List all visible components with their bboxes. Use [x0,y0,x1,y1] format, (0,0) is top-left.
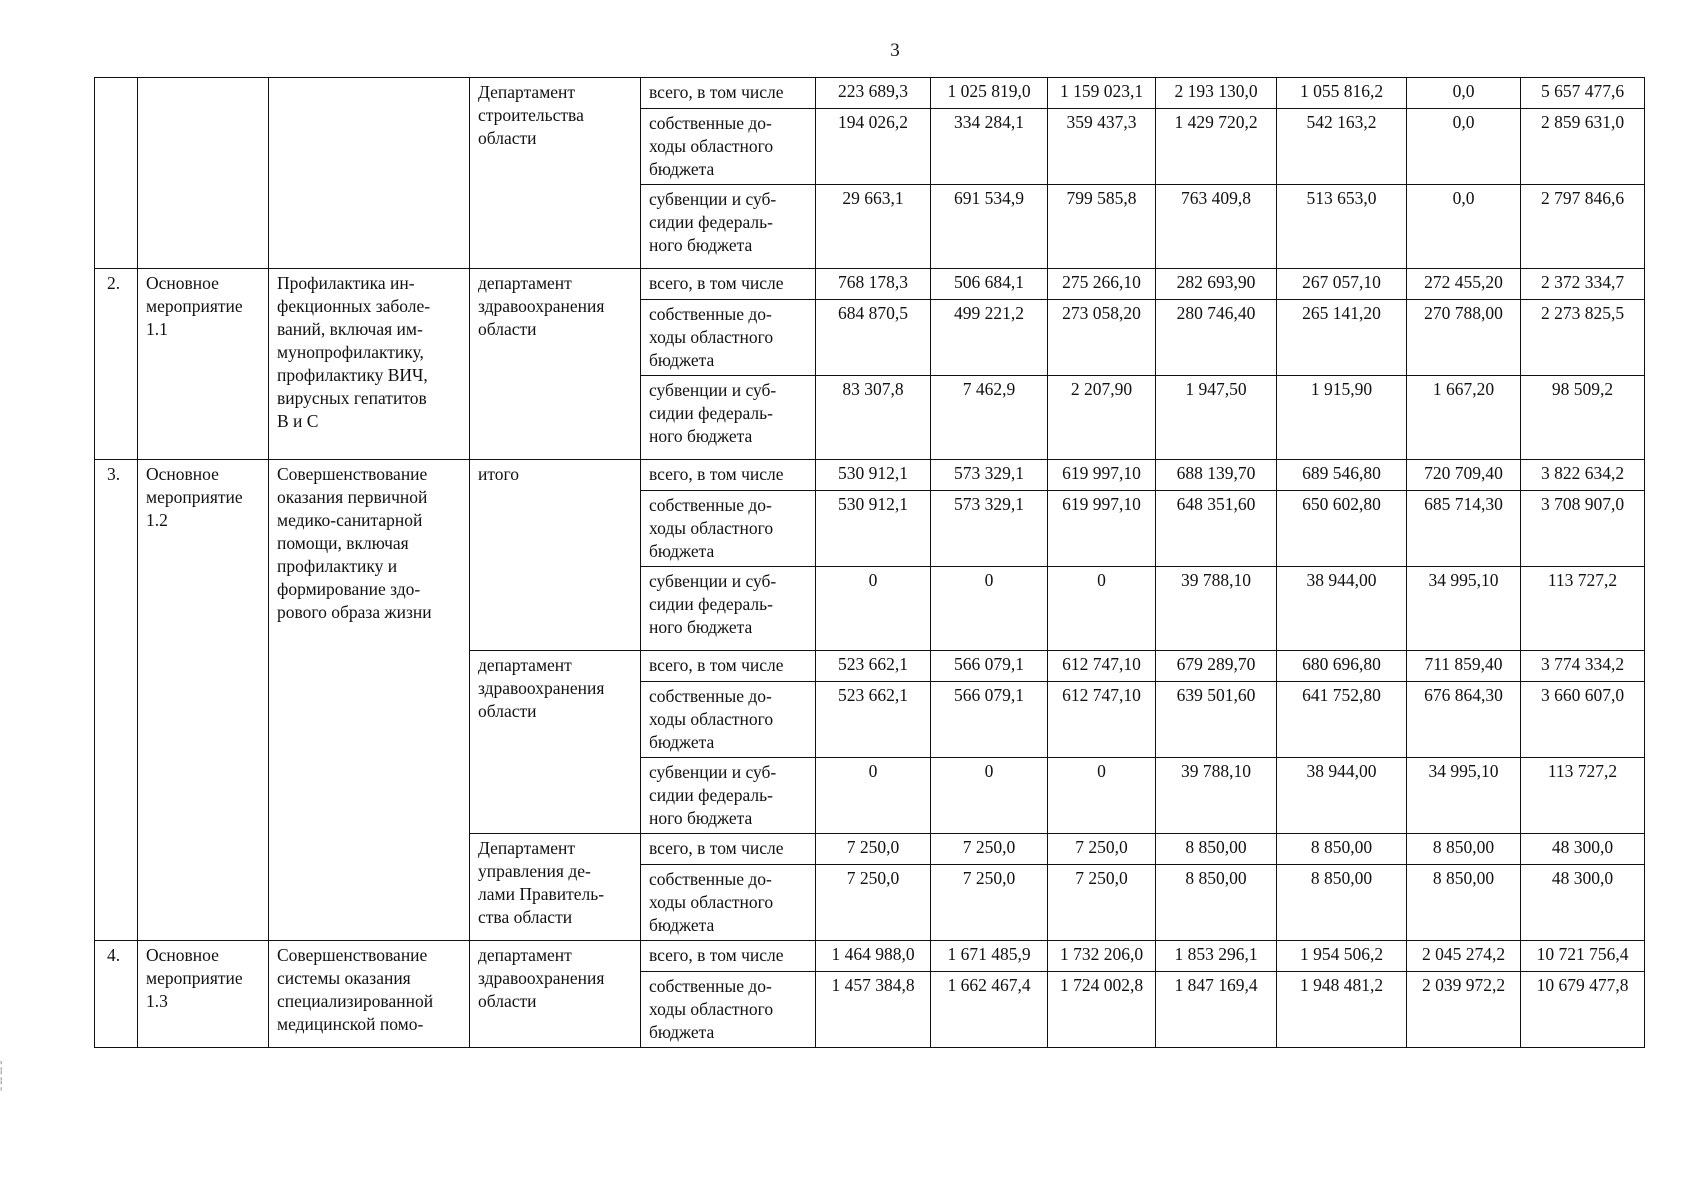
table-body [95,78,1645,1048]
year-value-cell: 711 859,40 [1407,651,1521,682]
total-value-cell: 113 727,2 [1521,567,1645,651]
event-name-cell [269,78,470,269]
year-value-cell: 0 [1048,758,1156,834]
total-value-cell: 98 509,2 [1521,376,1645,460]
year-value-cell: 1 667,20 [1407,376,1521,460]
year-value-cell: 29 663,1 [816,185,931,269]
funding-source-cell: собственные до- ходы областного бюджета [641,682,816,758]
funding-source-cell: собственные до- ходы областного бюджета [641,972,816,1048]
year-value-cell: 7 250,0 [1048,834,1156,865]
total-value-cell: 10 721 756,4 [1521,941,1645,972]
year-value-cell: 273 058,20 [1048,300,1156,376]
year-value-cell: 280 746,40 [1156,300,1277,376]
year-value-cell: 1 457 384,8 [816,972,931,1048]
funding-source-cell: собственные до- ходы областного бюджета [641,109,816,185]
year-value-cell: 768 178,3 [816,269,931,300]
year-value-cell: 573 329,1 [931,491,1048,567]
table-row [95,460,1645,491]
year-value-cell: 684 870,5 [816,300,931,376]
row-number-cell: 3. [95,460,138,941]
total-value-cell: 113 727,2 [1521,758,1645,834]
year-value-cell: 685 714,30 [1407,491,1521,567]
year-value-cell: 359 437,3 [1048,109,1156,185]
executor-cell: Департамент управления де- лами Правитель- ства области [470,834,641,941]
year-value-cell: 0 [931,567,1048,651]
year-value-cell: 1 853 296,1 [1156,941,1277,972]
funding-source-cell: субвенции и суб- сидии федераль- ного бюджета [641,376,816,460]
total-value-cell: 48 300,0 [1521,865,1645,941]
total-value-cell: 3 708 907,0 [1521,491,1645,567]
year-value-cell: 680 696,80 [1277,651,1407,682]
total-value-cell: 10 679 477,8 [1521,972,1645,1048]
total-value-cell: 2 273 825,5 [1521,300,1645,376]
total-value-cell: 2 797 846,6 [1521,185,1645,269]
year-value-cell: 334 284,1 [931,109,1048,185]
year-value-cell: 1 055 816,2 [1277,78,1407,109]
year-value-cell: 1 025 819,0 [931,78,1048,109]
year-value-cell: 282 693,90 [1156,269,1277,300]
year-value-cell: 1 948 481,2 [1277,972,1407,1048]
year-value-cell: 573 329,1 [931,460,1048,491]
table-row [95,269,1645,300]
year-value-cell: 530 912,1 [816,491,931,567]
event-code-cell: Основное мероприятие 1.1 [138,269,269,460]
year-value-cell: 619 997,10 [1048,460,1156,491]
year-value-cell: 2 039 972,2 [1407,972,1521,1048]
year-value-cell: 1 732 206,0 [1048,941,1156,972]
year-value-cell: 34 995,10 [1407,567,1521,651]
year-value-cell: 648 351,60 [1156,491,1277,567]
funding-source-cell: всего, в том числе [641,269,816,300]
total-value-cell: 3 774 334,2 [1521,651,1645,682]
year-value-cell: 2 045 274,2 [1407,941,1521,972]
table-row [95,941,1645,972]
year-value-cell: 267 057,10 [1277,269,1407,300]
year-value-cell: 1 915,90 [1277,376,1407,460]
year-value-cell: 523 662,1 [816,651,931,682]
year-value-cell: 7 250,0 [1048,865,1156,941]
year-value-cell: 275 266,10 [1048,269,1156,300]
year-value-cell: 1 464 988,0 [816,941,931,972]
year-value-cell: 799 585,8 [1048,185,1156,269]
budget-table [94,77,1645,1048]
year-value-cell: 513 653,0 [1277,185,1407,269]
year-value-cell: 223 689,3 [816,78,931,109]
year-value-cell: 1 429 720,2 [1156,109,1277,185]
year-value-cell: 38 944,00 [1277,758,1407,834]
year-value-cell: 688 139,70 [1156,460,1277,491]
total-value-cell: 3 660 607,0 [1521,682,1645,758]
year-value-cell: 1 662 467,4 [931,972,1048,1048]
total-value-cell: 5 657 477,6 [1521,78,1645,109]
row-number-cell: 2. [95,269,138,460]
executor-cell: итого [470,460,641,651]
year-value-cell: 720 709,40 [1407,460,1521,491]
year-value-cell: 38 944,00 [1277,567,1407,651]
year-value-cell: 0,0 [1407,185,1521,269]
year-value-cell: 34 995,10 [1407,758,1521,834]
year-value-cell: 0 [1048,567,1156,651]
event-name-cell: Профилактика ин- фекционных заболе- ваний, включая им- мунопрофилактику, профилактику ВИЧ, вирусных гепатитов В и С [269,269,470,460]
year-value-cell: 676 864,30 [1407,682,1521,758]
year-value-cell: 1 724 002,8 [1048,972,1156,1048]
year-value-cell: 2 207,90 [1048,376,1156,460]
year-value-cell: 7 250,0 [816,834,931,865]
year-value-cell: 8 850,00 [1156,834,1277,865]
year-value-cell: 566 079,1 [931,682,1048,758]
table-row [95,78,1645,109]
event-code-cell [138,78,269,269]
year-value-cell: 8 850,00 [1407,834,1521,865]
year-value-cell: 1 847 169,4 [1156,972,1277,1048]
funding-source-cell: субвенции и суб- сидии федераль- ного бюджета [641,567,816,651]
total-value-cell: 2 372 334,7 [1521,269,1645,300]
executor-cell: департамент здравоохранения области [470,269,641,460]
total-value-cell: 2 859 631,0 [1521,109,1645,185]
year-value-cell: 679 289,70 [1156,651,1277,682]
executor-cell: Департамент строительства области [470,78,641,269]
year-value-cell: 763 409,8 [1156,185,1277,269]
executor-cell: департамент здравоохранения области [470,651,641,834]
event-code-cell: Основное мероприятие 1.3 [138,941,269,1048]
year-value-cell: 612 747,10 [1048,651,1156,682]
year-value-cell: 0 [816,758,931,834]
year-value-cell: 689 546,80 [1277,460,1407,491]
year-value-cell: 7 250,0 [816,865,931,941]
year-value-cell: 641 752,80 [1277,682,1407,758]
event-name-cell: Совершенствование системы оказания специализированной медицинской помо- [269,941,470,1048]
year-value-cell: 523 662,1 [816,682,931,758]
funding-source-cell: всего, в том числе [641,651,816,682]
year-value-cell: 542 163,2 [1277,109,1407,185]
total-value-cell: 48 300,0 [1521,834,1645,865]
year-value-cell: 39 788,10 [1156,567,1277,651]
year-value-cell: 506 684,1 [931,269,1048,300]
year-value-cell: 619 997,10 [1048,491,1156,567]
edge-marks: ¦ ¦ ¦ [0,1059,3,1091]
year-value-cell: 83 307,8 [816,376,931,460]
year-value-cell: 0,0 [1407,109,1521,185]
row-number-cell: 4. [95,941,138,1048]
year-value-cell: 0,0 [1407,78,1521,109]
event-name-cell: Совершенствование оказания первичной медико-санитарной помощи, включая профилактику и формирование здо- рового образа жизни [269,460,470,941]
year-value-cell: 7 462,9 [931,376,1048,460]
funding-source-cell: собственные до- ходы областного бюджета [641,491,816,567]
year-value-cell: 691 534,9 [931,185,1048,269]
year-value-cell: 265 141,20 [1277,300,1407,376]
funding-source-cell: всего, в том числе [641,834,816,865]
total-value-cell: 3 822 634,2 [1521,460,1645,491]
year-value-cell: 0 [931,758,1048,834]
year-value-cell: 7 250,0 [931,834,1048,865]
year-value-cell: 1 671 485,9 [931,941,1048,972]
year-value-cell: 194 026,2 [816,109,931,185]
year-value-cell: 8 850,00 [1277,865,1407,941]
year-value-cell: 639 501,60 [1156,682,1277,758]
year-value-cell: 1 947,50 [1156,376,1277,460]
funding-source-cell: собственные до- ходы областного бюджета [641,300,816,376]
year-value-cell: 1 159 023,1 [1048,78,1156,109]
row-number-cell [95,78,138,269]
year-value-cell: 8 850,00 [1156,865,1277,941]
executor-cell: департамент здравоохранения области [470,941,641,1048]
year-value-cell: 39 788,10 [1156,758,1277,834]
funding-source-cell: всего, в том числе [641,78,816,109]
year-value-cell: 7 250,0 [931,865,1048,941]
funding-source-cell: субвенции и суб- сидии федераль- ного бюджета [641,185,816,269]
year-value-cell: 650 602,80 [1277,491,1407,567]
year-value-cell: 612 747,10 [1048,682,1156,758]
year-value-cell: 2 193 130,0 [1156,78,1277,109]
year-value-cell: 8 850,00 [1407,865,1521,941]
year-value-cell: 1 954 506,2 [1277,941,1407,972]
event-code-cell: Основное мероприятие 1.2 [138,460,269,941]
funding-source-cell: собственные до- ходы областного бюджета [641,865,816,941]
year-value-cell: 0 [816,567,931,651]
year-value-cell: 8 850,00 [1277,834,1407,865]
funding-source-cell: субвенции и суб- сидии федераль- ного бюджета [641,758,816,834]
year-value-cell: 566 079,1 [931,651,1048,682]
page-number: 3 [890,40,900,61]
year-value-cell: 270 788,00 [1407,300,1521,376]
year-value-cell: 530 912,1 [816,460,931,491]
year-value-cell: 272 455,20 [1407,269,1521,300]
funding-source-cell: всего, в том числе [641,460,816,491]
funding-source-cell: всего, в том числе [641,941,816,972]
year-value-cell: 499 221,2 [931,300,1048,376]
